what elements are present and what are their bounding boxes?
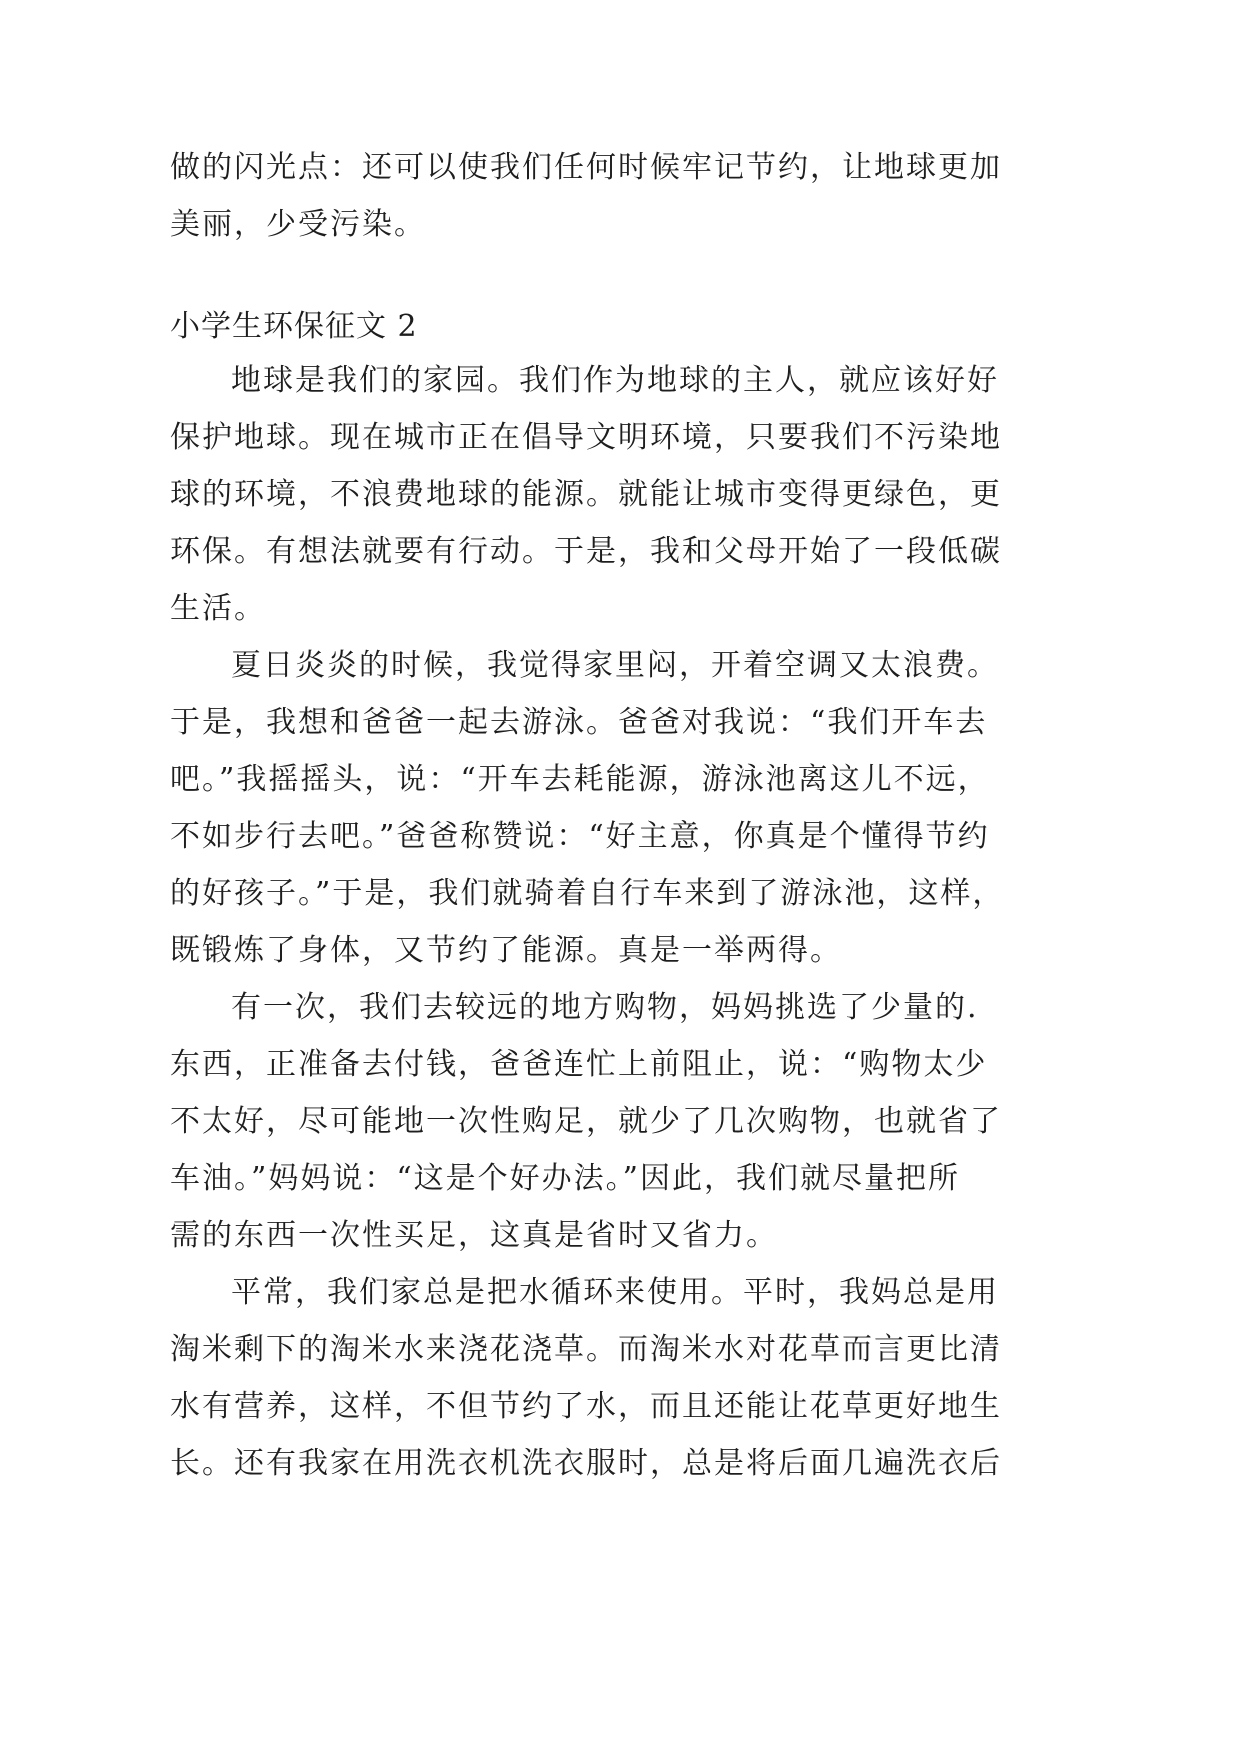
text-line: 生活。 — [170, 591, 266, 626]
text-line: 东西，正准备去付钱，爸爸连忙上前阻止，说：“购物太少 — [170, 1047, 988, 1082]
essay-body — [170, 352, 1005, 1492]
text-line: 水有营养，这样，不但节约了水，而且还能让花草更好地生 — [170, 1389, 1002, 1424]
text-line: 球的环境，不浪费地球的能源。就能让城市变得更绿色，更 — [170, 477, 1002, 512]
text-line: 的好孩子。”于是，我们就骑着自行车来到了游泳池，这样， — [170, 876, 1005, 911]
text-line: 长。还有我家在用洗衣机洗衣服时，总是将后面几遍洗衣后 — [170, 1446, 1002, 1481]
essay-title: 小学生环保征文 2 — [170, 309, 418, 344]
text-line: 美丽，少受污染。 — [170, 207, 426, 242]
text-line: 做的闪光点：还可以使我们任何时候牢记节约，让地球更加 — [170, 150, 1002, 185]
text-line: 有一次，我们去较远的地方购物，妈妈挑选了少量的. — [231, 990, 979, 1025]
text-line: 环保。有想法就要有行动。于是，我和父母开始了一段低碳 — [170, 534, 1002, 569]
text-line: 平常，我们家总是把水循环来使用。平时，我妈总是用 — [231, 1275, 999, 1310]
paragraph — [170, 637, 1005, 979]
continued-paragraph — [170, 139, 1002, 253]
text-line: 不太好，尽可能地一次性购足，就少了几次购物，也就省了 — [170, 1104, 1002, 1139]
text-line: 保护地球。现在城市正在倡导文明环境，只要我们不污染地 — [170, 420, 1002, 455]
paragraph — [170, 352, 1002, 637]
text-line: 既锻炼了身体，又节约了能源。真是一举两得。 — [170, 933, 842, 968]
text-line: 地球是我们的家园。我们作为地球的主人，就应该好好 — [231, 363, 999, 398]
text-line: 需的东西一次性买足，这真是省时又省力。 — [170, 1218, 778, 1253]
text-line: 淘米剩下的淘米水来浇花浇草。而淘米水对花草而言更比清 — [170, 1332, 1002, 1367]
text-line: 车油。”妈妈说：“这是个好办法。”因此，我们就尽量把所 — [170, 1161, 961, 1196]
text-line: 吧。”我摇摇头，说：“开车去耗能源，游泳池离这儿不远， — [170, 762, 990, 797]
paragraph — [170, 1264, 1002, 1492]
paragraph — [170, 979, 1002, 1264]
text-line: 夏日炎炎的时候，我觉得家里闷，开着空调又太浪费。 — [231, 648, 999, 683]
text-line: 于是，我想和爸爸一起去游泳。爸爸对我说：“我们开车去 — [170, 705, 988, 740]
text-line: 不如步行去吧。”爸爸称赞说：“好主意，你真是个懂得节约 — [170, 819, 990, 854]
